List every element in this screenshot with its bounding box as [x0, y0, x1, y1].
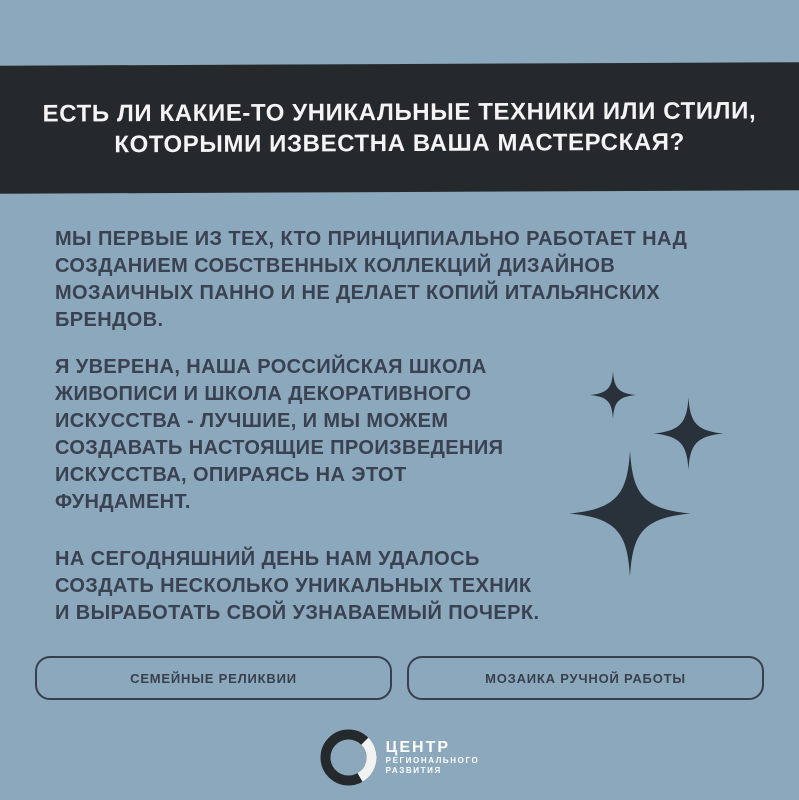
paragraph-line: МОЗАИЧНЫХ ПАННО И НЕ ДЕЛАЕТ КОПИЙ ИТАЛЬЯНСКИХ: [55, 282, 661, 304]
sparkle-star-icon: [589, 371, 637, 419]
tag-family-relics[interactable]: СЕМЕЙНЫЕ РЕЛИКВИИ: [35, 656, 392, 700]
logo-ring-icon: [320, 729, 377, 786]
tag-handmade-mosaic[interactable]: МОЗАИКА РУЧНОЙ РАБОТЫ: [407, 656, 764, 700]
paragraph-line: Я УВЕРЕНА, НАША РОССИЙСКАЯ ШКОЛА: [55, 356, 487, 378]
paragraph-line: БРЕНДОВ.: [55, 309, 164, 331]
paragraph-line: НА СЕГОДНЯШНИЙ ДЕНЬ НАМ УДАЛОСЬ: [55, 548, 480, 570]
logo-subtitle-2: РАЗВИТИЯ: [385, 766, 442, 775]
paragraph-line: И ВЫРАБОТАТЬ СВОЙ УЗНАВАЕМЫЙ ПОЧЕРК.: [55, 602, 540, 624]
paragraph-line: СОЗДАНИЕМ СОБСТВЕННЫХ КОЛЛЕКЦИЙ ДИЗАЙНОВ: [55, 255, 616, 277]
paragraph-line: МЫ ПЕРВЫЕ ИЗ ТЕХ, КТО ПРИНЦИПИАЛЬНО РАБОТАЕТ НАД: [55, 228, 688, 250]
question-line-1: ЕСТЬ ЛИ КАКИЕ-ТО УНИКАЛЬНЫЕ ТЕХНИКИ ИЛИ СТИЛИ,: [42, 97, 757, 128]
paragraph-line: СОЗДАТЬ НЕСКОЛЬКО УНИКАЛЬНЫХ ТЕХНИК: [55, 575, 532, 597]
question-line-2: КОТОРЫМИ ИЗВЕСТНА ВАША МАСТЕРСКАЯ?: [114, 128, 685, 159]
paragraph-line: ИСКУССТВА - ЛУЧШИЕ, И МЫ МОЖЕМ: [55, 410, 449, 432]
answer-paragraph-1: [55, 226, 759, 334]
logo-subtitle-1: РЕГИОНАЛЬНОГО: [385, 756, 480, 765]
tag-row: [35, 656, 764, 700]
logo-title: ЦЕНТР: [385, 739, 451, 756]
footer-logo: [0, 729, 799, 786]
paragraph-line: ИСКУССТВА, ОПИРАЯСЬ НА ЭТОТ: [55, 464, 407, 486]
question-banner: [0, 62, 799, 194]
paragraph-line: СОЗДАВАТЬ НАСТОЯЩИЕ ПРОИЗВЕДЕНИЯ: [55, 437, 504, 459]
logo-text-block: [386, 739, 480, 776]
paragraph-line: ЖИВОПИСИ И ШКОЛА ДЕКОРАТИВНОГО: [55, 383, 472, 405]
sparkle-star-icon: [567, 449, 693, 578]
paragraph-line: ФУНДАМЕНТ.: [55, 491, 191, 513]
